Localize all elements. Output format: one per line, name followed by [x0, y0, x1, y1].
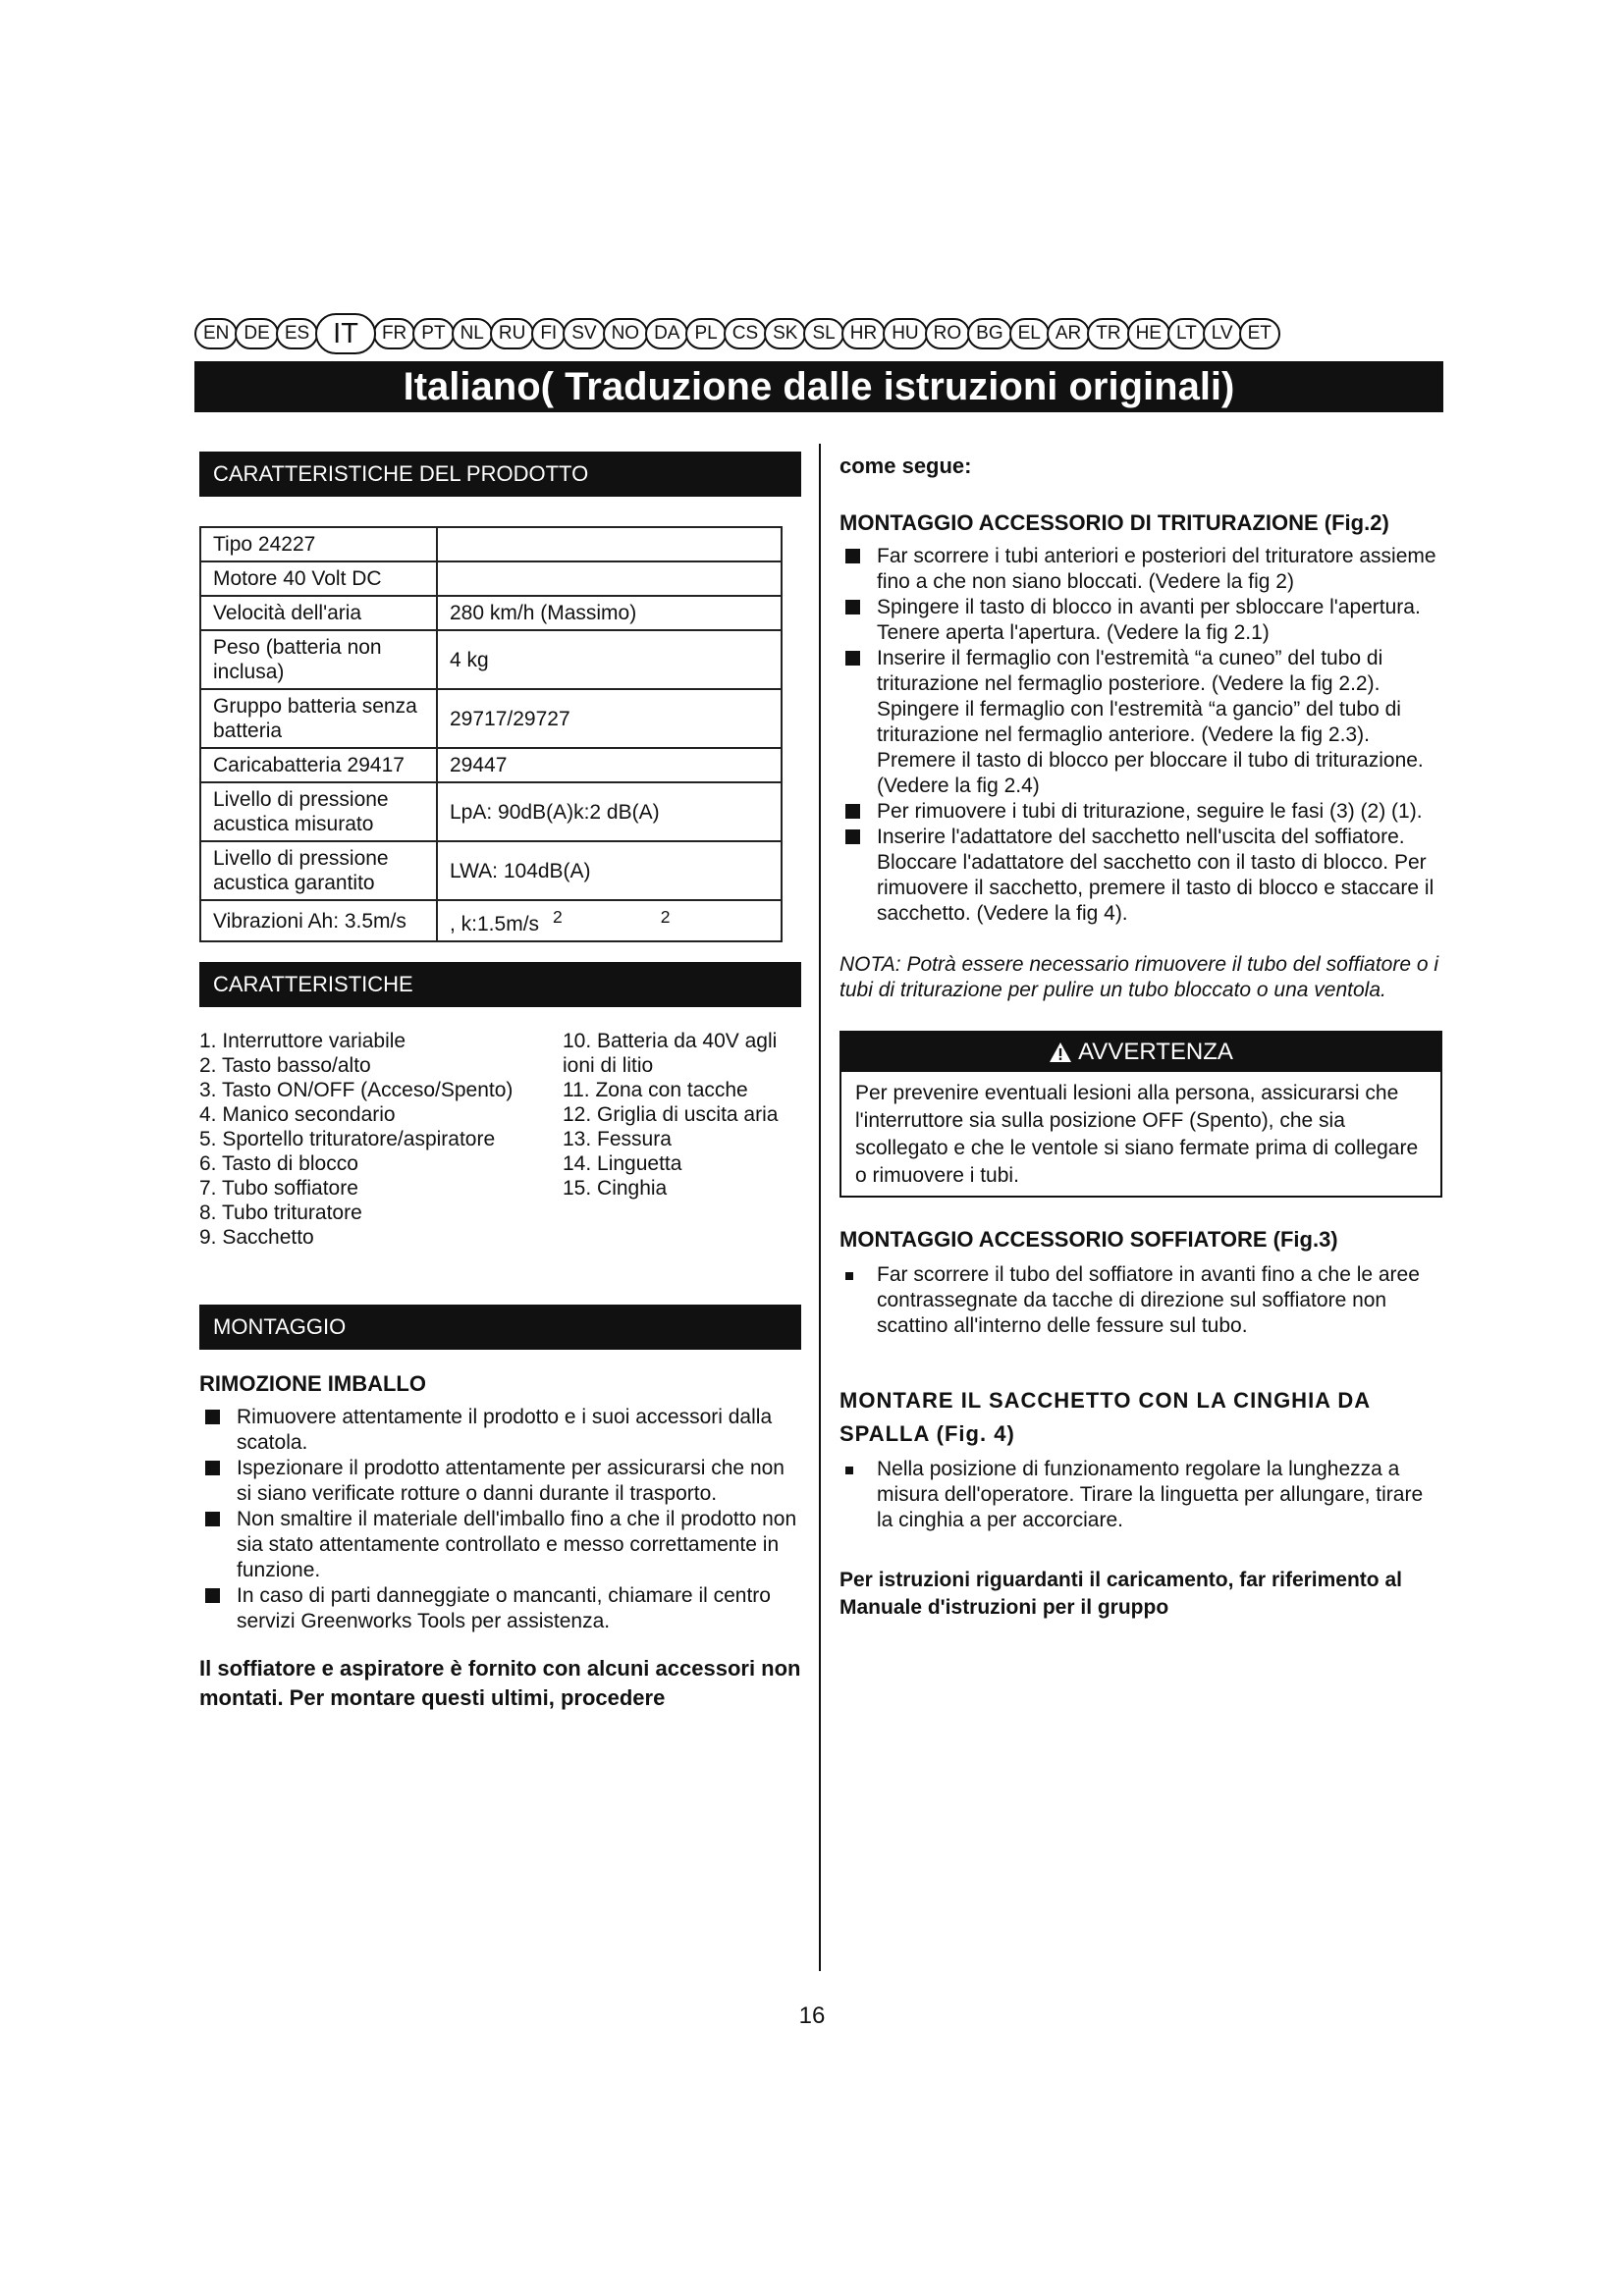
blower-list: [839, 1262, 1440, 1339]
spec-row: [200, 748, 782, 782]
spec-value: [437, 596, 782, 630]
right-column: [839, 452, 1440, 1642]
feature-item: 15. Cinghia: [563, 1177, 668, 1200]
lang-pill-fi: FI: [531, 318, 566, 349]
spec-value-text: 280 km/h (Massimo): [450, 602, 637, 624]
section-heading-features: CARATTERISTICHE: [199, 962, 801, 1007]
spec-value: [437, 841, 782, 900]
list-item: Far scorrere il tubo del soffiatore in avanti fino a che le aree contrassegnate da tacche di direzione sul soffiatore non scattino all'interno delle fessure sul tubo.: [839, 1262, 1440, 1339]
shred-title: MONTAGGIO ACCESSORIO DI TRITURAZIONE (Fig.2): [839, 510, 1389, 535]
spec-row: [200, 900, 782, 941]
lang-pill-ar: AR: [1047, 318, 1090, 349]
feature-item: 7. Tubo soffiatore: [199, 1177, 358, 1200]
spec-value: [437, 630, 782, 689]
list-item: Non smaltire il materiale dell'imballo fino a che il prodotto non sia stato attentamente controllato e messo correttamente in funzione.: [199, 1507, 801, 1583]
lang-pill-hr: HR: [841, 318, 886, 349]
list-item: Per rimuovere i tubi di triturazione, seguire le fasi (3) (2) (1).: [839, 799, 1440, 825]
list-item: Inserire il fermaglio con l'estremità “a cuneo” del tubo di triturazione nel fermaglio posteriore. (Vedere la fig 2.2). Spingere il fermaglio con l'estremità “a gancio” del tubo di triturazione nel fermaglio anteriore. (Vedere la fig 2.3). Premere il tasto di blocco per bloccare il tubo di triturazione. (Vedere la fig 2.4): [839, 646, 1440, 799]
lang-pill-he: HE: [1127, 318, 1170, 349]
shred-list: [839, 544, 1440, 927]
spec-table: [199, 526, 783, 942]
unassembled-note: Il soffiatore e aspiratore è fornito con alcuni accessori non montati. Per montare questi ultimi, procedere: [199, 1656, 801, 1710]
list-item: Inserire l'adattatore del sacchetto nell'uscita del soffiatore. Bloccare l'adattatore del sacchetto con il tasto di blocco. Per rimuovere il sacchetto, premere il tasto di blocco e staccare il sacchetto. (Vedere la fig 4).: [839, 825, 1440, 927]
lang-pill-en: EN: [194, 318, 238, 349]
bag-list: [839, 1457, 1440, 1533]
spec-value: [437, 900, 782, 941]
feature-item: 6. Tasto di blocco: [199, 1152, 358, 1175]
features-col-2: [563, 1029, 798, 1250]
spec-row: [200, 630, 782, 689]
vib-superscript-1: 2: [553, 907, 563, 927]
charge-text: Per istruzioni riguardanti il caricamento, far riferimento al Manuale d'istruzioni per il gruppo: [839, 1569, 1402, 1619]
list-item: Spingere il tasto di blocco in avanti per sbloccare l'apertura. Tenere aperta l'apertura. (Vedere la fig 2.1): [839, 595, 1440, 646]
spec-key: Motore 40 Volt DC: [200, 561, 437, 596]
warning-header: [841, 1033, 1440, 1072]
list-item: Far scorrere i tubi anteriori e posteriori del trituratore assieme fino a che non siano bloccati. (Vedere la fig 2): [839, 544, 1440, 595]
spec-key: Peso (batteria non inclusa): [200, 630, 437, 689]
nota-text: NOTA: Potrà essere necessario rimuovere il tubo del soffiatore o i tubi di triturazione per pulire un tubo bloccato o una ventola.: [839, 953, 1439, 1001]
lang-pill-pl: PL: [685, 318, 726, 349]
spec-row: [200, 689, 782, 748]
lang-pill-sv: SV: [563, 318, 605, 349]
spec-key: Vibrazioni Ah: 3.5m/s: [200, 900, 437, 941]
lang-pill-da: DA: [645, 318, 688, 349]
lang-pill-nl: NL: [452, 318, 493, 349]
feature-item: 14. Linguetta: [563, 1152, 682, 1175]
features-list: [199, 1029, 801, 1250]
feature-item: 9. Sacchetto: [199, 1226, 314, 1249]
lang-pill-hu: HU: [883, 318, 927, 349]
spec-value-text: 29447: [450, 754, 508, 776]
feature-item: 12. Griglia di uscita aria: [563, 1103, 779, 1126]
feature-item: 3. Tasto ON/OFF (Acceso/Spento): [199, 1079, 514, 1101]
spec-row: [200, 527, 782, 561]
feature-item: 11. Zona con tacche: [563, 1079, 748, 1101]
spec-key: Caricabatteria 29417: [200, 748, 437, 782]
spec-value-text: , k:1.5m/s: [450, 913, 540, 935]
spec-key: Livello di pressione acustica garantito: [200, 841, 437, 900]
spec-value-text: 29717/29727: [450, 707, 570, 730]
continued-text: come segue:: [839, 454, 972, 478]
page-title: Italiano( Traduzione dalle istruzioni originali): [194, 361, 1443, 412]
lang-pill-pt: PT: [412, 318, 454, 349]
section-heading-product: CARATTERISTICHE DEL PRODOTTO: [199, 452, 801, 497]
spec-row: [200, 782, 782, 841]
lang-pill-fr: FR: [373, 318, 415, 349]
left-column: [199, 452, 801, 1735]
lang-pill-no: NO: [603, 318, 649, 349]
spec-value: [437, 527, 782, 561]
lang-pill-sk: SK: [764, 318, 806, 349]
lang-pill-bg: BG: [967, 318, 1011, 349]
unpack-title: RIMOZIONE IMBALLO: [199, 1371, 426, 1396]
spec-value: [437, 689, 782, 748]
lang-pill-tr: TR: [1087, 318, 1129, 349]
lang-pill-ru: RU: [490, 318, 534, 349]
feature-item: 10. Batteria da 40V agli ioni di litio: [563, 1030, 778, 1077]
spec-value-text: LpA: 90dB(A)k:2 dB(A): [450, 800, 660, 824]
bag-title: MONTARE IL SACCHETTO CON LA CINGHIA DA SPALLA (Fig. 4): [839, 1388, 1371, 1446]
warning-box: [839, 1031, 1442, 1198]
spec-value: [437, 782, 782, 841]
lang-pill-el: EL: [1009, 318, 1050, 349]
list-item: In caso di parti danneggiate o mancanti, chiamare il centro servizi Greenworks Tools per assistenza.: [199, 1583, 801, 1634]
spec-key: Livello di pressione acustica misurato: [200, 782, 437, 841]
lang-pill-es: ES: [276, 318, 318, 349]
spec-value: [437, 748, 782, 782]
warning-body: Per prevenire eventuali lesioni alla persona, assicurarsi che l'interruttore sia sulla posizione OFF (Spento), che sia scollegato e che le ventole si siano fermate prima di collegare o rimuovere i tubi.: [855, 1082, 1419, 1187]
spec-row: [200, 596, 782, 630]
feature-item: 2. Tasto basso/alto: [199, 1054, 371, 1077]
list-item: Ispezionare il prodotto attentamente per assicurarsi che non si siano verificate rotture o danni durante il trasporto.: [199, 1456, 801, 1507]
feature-item: 1. Interruttore variabile: [199, 1030, 406, 1052]
lang-pill-lt: LT: [1167, 318, 1206, 349]
feature-item: 13. Fessura: [563, 1128, 672, 1150]
spec-value-text: LWA: 104dB(A): [450, 859, 591, 882]
language-selector: [194, 312, 1443, 355]
warning-title: AVVERTENZA: [1078, 1039, 1233, 1065]
feature-item: 4. Manico secondario: [199, 1103, 396, 1126]
spec-key: Gruppo batteria senza batteria: [200, 689, 437, 748]
blower-title: MONTAGGIO ACCESSORIO SOFFIATORE (Fig.3): [839, 1227, 1338, 1252]
spec-row: [200, 841, 782, 900]
warning-icon: [1049, 1041, 1072, 1063]
unpack-list: [199, 1405, 801, 1634]
list-item: Rimuovere attentamente il prodotto e i suoi accessori dalla scatola.: [199, 1405, 801, 1456]
lang-pill-lv: LV: [1203, 318, 1242, 349]
page-number: 16: [798, 2002, 826, 2029]
list-item: Nella posizione di funzionamento regolare la lunghezza a misura dell'operatore. Tirare la linguetta per allungare, tirare la cinghia a per accorciare.: [839, 1457, 1440, 1533]
lang-pill-cs: CS: [724, 318, 767, 349]
spec-key: Velocità dell'aria: [200, 596, 437, 630]
feature-item: 5. Sportello trituratore/aspiratore: [199, 1128, 496, 1150]
feature-item: 8. Tubo trituratore: [199, 1201, 362, 1224]
vib-superscript-2: 2: [660, 907, 671, 927]
lang-pill-et: ET: [1239, 318, 1280, 349]
lang-pill-ro: RO: [925, 318, 971, 349]
lang-pill-de: DE: [235, 318, 278, 349]
section-heading-assembly: MONTAGGIO: [199, 1305, 801, 1350]
spec-key: Tipo 24227: [200, 527, 437, 561]
features-col-1: [199, 1029, 563, 1250]
column-divider: [819, 444, 821, 1971]
lang-pill-it: IT: [315, 313, 376, 354]
spec-value-text: 4 kg: [450, 648, 489, 671]
lang-pill-sl: SL: [803, 318, 843, 349]
spec-row: [200, 561, 782, 596]
spec-value: [437, 561, 782, 596]
